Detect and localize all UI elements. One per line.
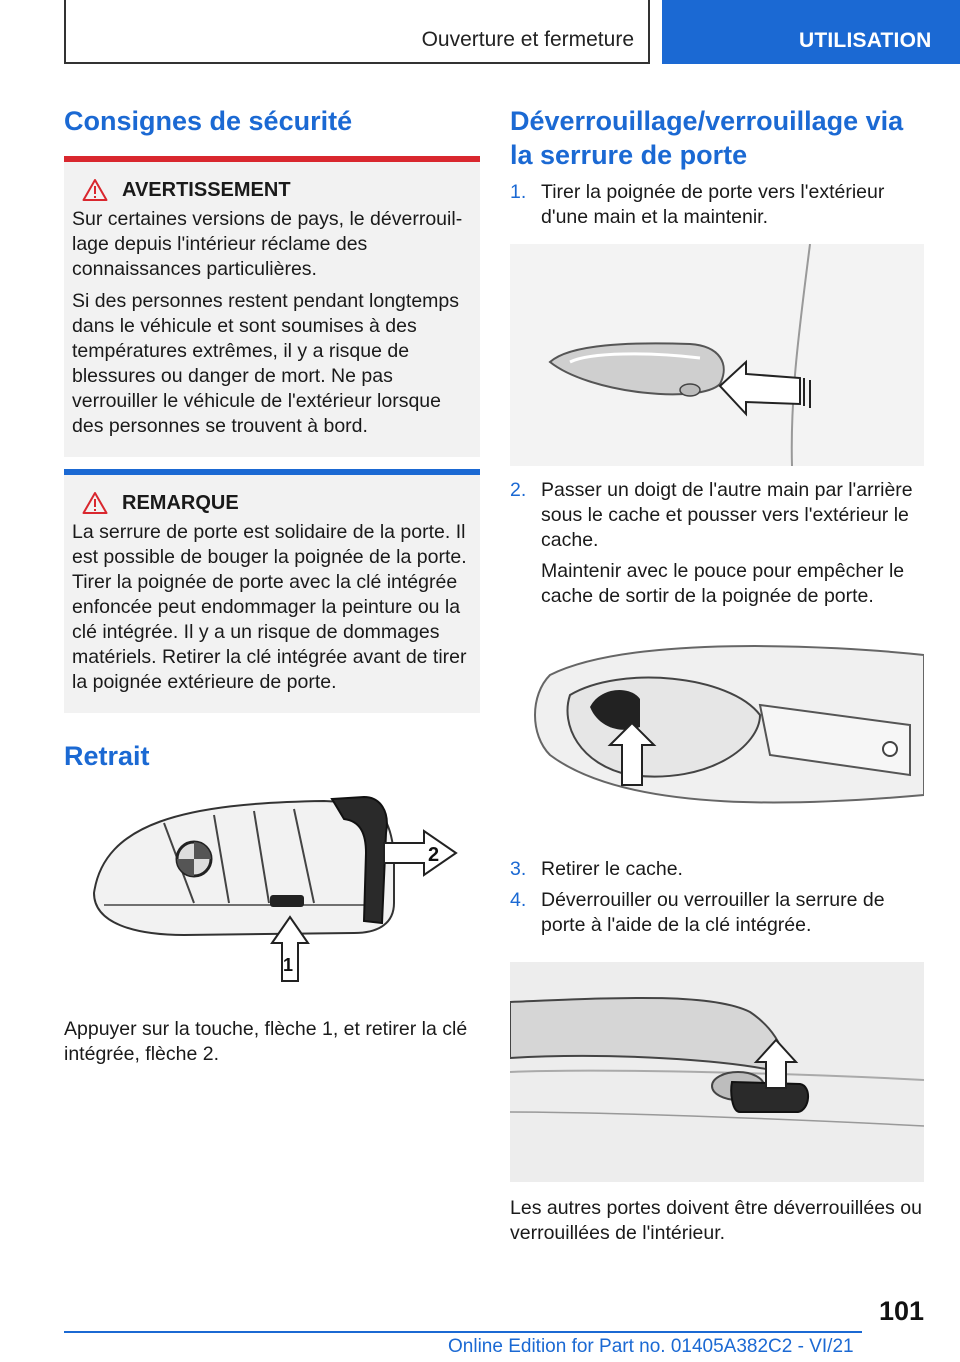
step-number: 1. bbox=[510, 181, 527, 203]
closing-text: Les autres portes doivent être déverrouillées ou verrouillées de l'intérieur. bbox=[510, 1197, 922, 1244]
right-column bbox=[510, 100, 924, 1246]
svg-text:1: 1 bbox=[283, 955, 294, 975]
notice-text: La serrure de porte est solidaire de la porte. Il est possible de bouger la poignée de la porte. Tirer la poignée de porte avec la clé intégrée enfoncée peut endommager la peinture ou la clé intégrée. Il y a un risque de dommages matériels. Retirer la clé intégrée avant de tirer la poignée extérieure de porte. bbox=[72, 521, 467, 693]
step-number: 3. bbox=[510, 858, 527, 880]
header-section-box bbox=[64, 0, 650, 64]
step-number: 4. bbox=[510, 889, 527, 911]
footer-rule bbox=[64, 1331, 862, 1333]
left-column bbox=[64, 100, 480, 1067]
edition-text: Online Edition for Part no. 01405A382C2 - VI/21 bbox=[448, 1336, 854, 1357]
chapter-title: UTILISATION bbox=[799, 29, 932, 52]
warning-header bbox=[72, 178, 472, 202]
removal-text: Appuyer sur la touche, flèche 1, et retirer la clé intégrée, flèche 2. bbox=[64, 1018, 468, 1065]
notice-box bbox=[64, 469, 480, 713]
step-text: Tirer la poignée de porte vers l'extérieur d'une main et la maintenir. bbox=[541, 181, 885, 228]
step-1 bbox=[510, 180, 924, 230]
step-3 bbox=[510, 857, 924, 882]
door-handle-illustration bbox=[510, 244, 924, 466]
step-text: Retirer le cache. bbox=[541, 858, 683, 880]
step-text-continued: Maintenir avec le pouce pour empêcher le cache de sortir de la poignée de porte. bbox=[541, 560, 905, 607]
key-in-lock-illustration bbox=[510, 962, 924, 1182]
handle-cover-illustration bbox=[510, 635, 924, 835]
step-text: Passer un doigt de l'autre main par l'arrière sous le cache et pousser vers l'extérieur le cache. bbox=[541, 479, 913, 551]
safety-heading: Consignes de sécurité bbox=[64, 106, 353, 136]
page-number: 101 bbox=[878, 1296, 924, 1326]
warning-title: AVERTISSEMENT bbox=[122, 178, 291, 201]
key-removal-illustration bbox=[64, 793, 480, 1003]
step-number: 2. bbox=[510, 479, 527, 501]
chapter-tab[interactable] bbox=[662, 0, 960, 64]
warning-triangle-icon bbox=[82, 178, 108, 202]
step-2 bbox=[510, 478, 924, 609]
notice-triangle-icon bbox=[82, 491, 108, 515]
svg-text:2: 2 bbox=[428, 844, 440, 866]
notice-header bbox=[72, 491, 472, 515]
removal-heading: Retrait bbox=[64, 741, 150, 771]
section-title: Ouverture et fermeture bbox=[421, 28, 634, 51]
step-4 bbox=[510, 888, 924, 938]
warning-text-2: Si des personnes restent pendant longtemps dans le véhicule et sont soumises à des températures extrêmes, il y a risque de blessures ou danger de mort. Ne pas verrouiller le véhicule de l'extérieur lorsque des personnes se trouvent à bord. bbox=[72, 290, 460, 437]
notice-title: REMARQUE bbox=[122, 491, 239, 514]
warning-text-1: Sur certaines versions de pays, le déverrouillage depuis l'intérieur réclame des connaissances particulières. bbox=[72, 208, 463, 280]
door-lock-heading: Déverrouillage/verrouillage via la serrure de porte bbox=[510, 106, 904, 170]
step-text: Déverrouiller ou verrouiller la serrure de porte à l'aide de la clé intégrée. bbox=[541, 889, 885, 936]
warning-box bbox=[64, 156, 480, 457]
